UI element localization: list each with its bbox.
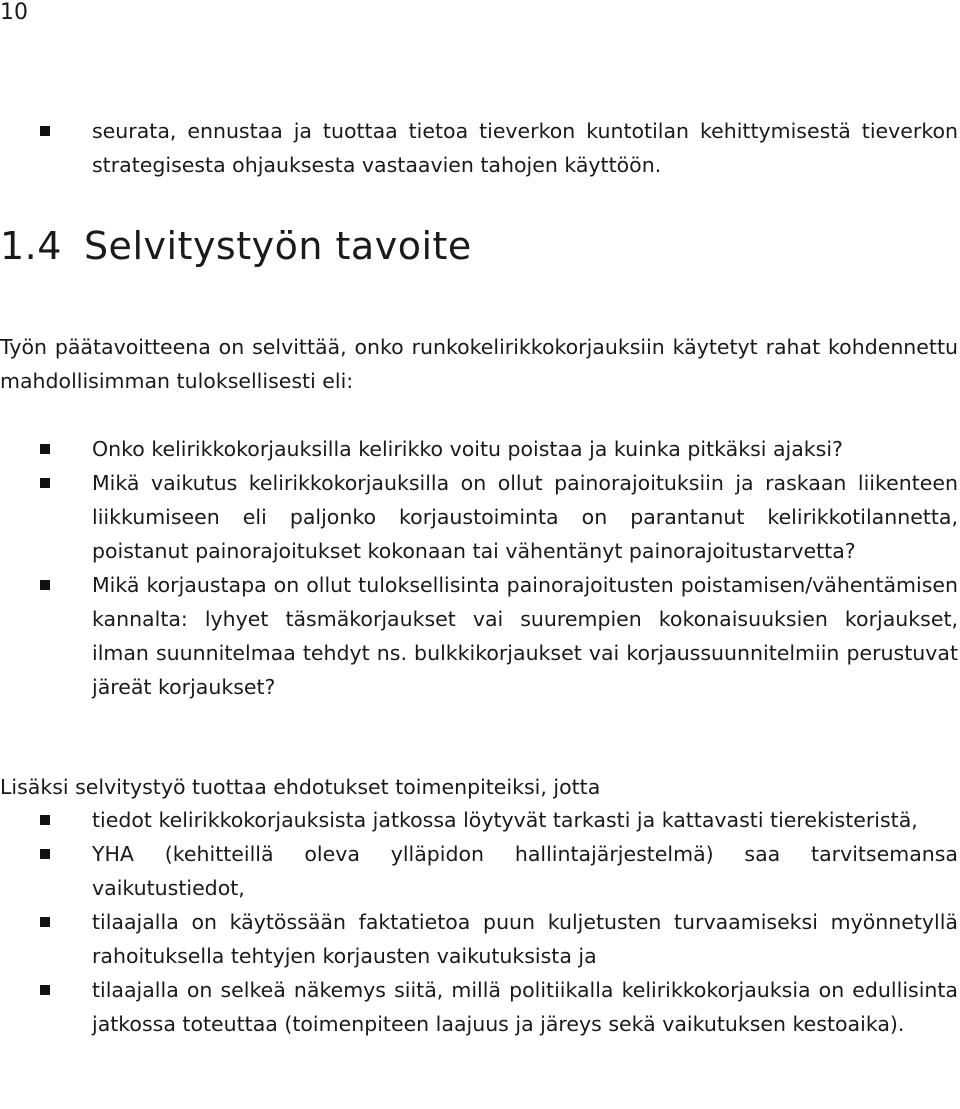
list-item-text: tiedot kelirikkokorjauksista jatkossa löytyvät tarkasti ja kattavasti tierekisteristä, bbox=[92, 808, 918, 832]
page-number: 10 bbox=[0, 0, 28, 25]
list-item bbox=[0, 905, 958, 973]
square-bullet-icon bbox=[40, 126, 50, 136]
square-bullet-icon bbox=[40, 815, 50, 825]
list-item bbox=[0, 803, 958, 837]
list-item-text: YHA (kehitteillä oleva ylläpidon hallintajärjestelmä) saa tarvitsemansa vaikutustiedot, bbox=[92, 842, 958, 900]
list-item-text: Mikä vaikutus kelirikkokorjauksilla on ollut painorajoituksiin ja raskaan liikenteen liikkumiseen eli paljonko korjaustoiminta on parantanut kelirikkotilannetta, poistanut painorajoitukset kokonaan tai vähentänyt painorajoitustarvetta? bbox=[92, 471, 958, 563]
list-item-text: tilaajalla on käytössään faktatietoa puun kuljetusten turvaamiseksi myönnetyllä rahoituksella tehtyjen korjausten vaikutuksista ja bbox=[92, 910, 958, 968]
list-item bbox=[0, 466, 958, 568]
section-heading bbox=[0, 218, 472, 274]
square-bullet-icon bbox=[40, 849, 50, 859]
section-title: Selvitystyön tavoite bbox=[83, 224, 472, 268]
list-item bbox=[0, 568, 958, 704]
paragraph-proposals-intro: Lisäksi selvitystyö tuottaa ehdotukset toimenpiteiksi, jotta bbox=[0, 775, 601, 799]
square-bullet-icon bbox=[40, 478, 50, 488]
paragraph-main-goal: Työn päätavoitteena on selvittää, onko runkokelirikkokorjauksiin käytetyt rahat kohdennettu mahdollisimman tuloksellisesti eli: bbox=[0, 335, 958, 393]
section-number: 1.4 bbox=[0, 224, 62, 268]
list-item-text: Mikä korjaustapa on ollut tuloksellisinta painorajoitusten poistamisen/vähentämisen kannalta: lyhyet täsmäkorjaukset vai suurempien kokonaisuuksien korjaukset, ilman suunnitelmaa tehdyt ns. bulkkikorjaukset vai korjaussuunnitelmiin perustuvat järeät korjaukset? bbox=[92, 573, 958, 699]
list-item bbox=[0, 973, 958, 1041]
list-item bbox=[0, 114, 958, 182]
list-item bbox=[0, 837, 958, 905]
proposals-bullet-list bbox=[0, 803, 958, 1041]
list-item bbox=[0, 432, 958, 466]
goals-bullet-list bbox=[0, 432, 958, 704]
square-bullet-icon bbox=[40, 444, 50, 454]
list-item-text: seurata, ennustaa ja tuottaa tietoa tieverkon kuntotilan kehittymisestä tieverkon strategisesta ohjauksesta vastaavien tahojen käyttöön. bbox=[92, 119, 958, 177]
list-item-text: tilaajalla on selkeä näkemys siitä, millä politiikalla kelirikkokorjauksia on edullisinta jatkossa toteuttaa (toimenpiteen laajuus ja järeys sekä vaikutuksen kestoaika). bbox=[92, 978, 958, 1036]
square-bullet-icon bbox=[40, 985, 50, 995]
intro-bullet-list bbox=[0, 114, 958, 182]
square-bullet-icon bbox=[40, 580, 50, 590]
square-bullet-icon bbox=[40, 917, 50, 927]
list-item-text: Onko kelirikkokorjauksilla kelirikko voitu poistaa ja kuinka pitkäksi ajaksi? bbox=[92, 437, 843, 461]
